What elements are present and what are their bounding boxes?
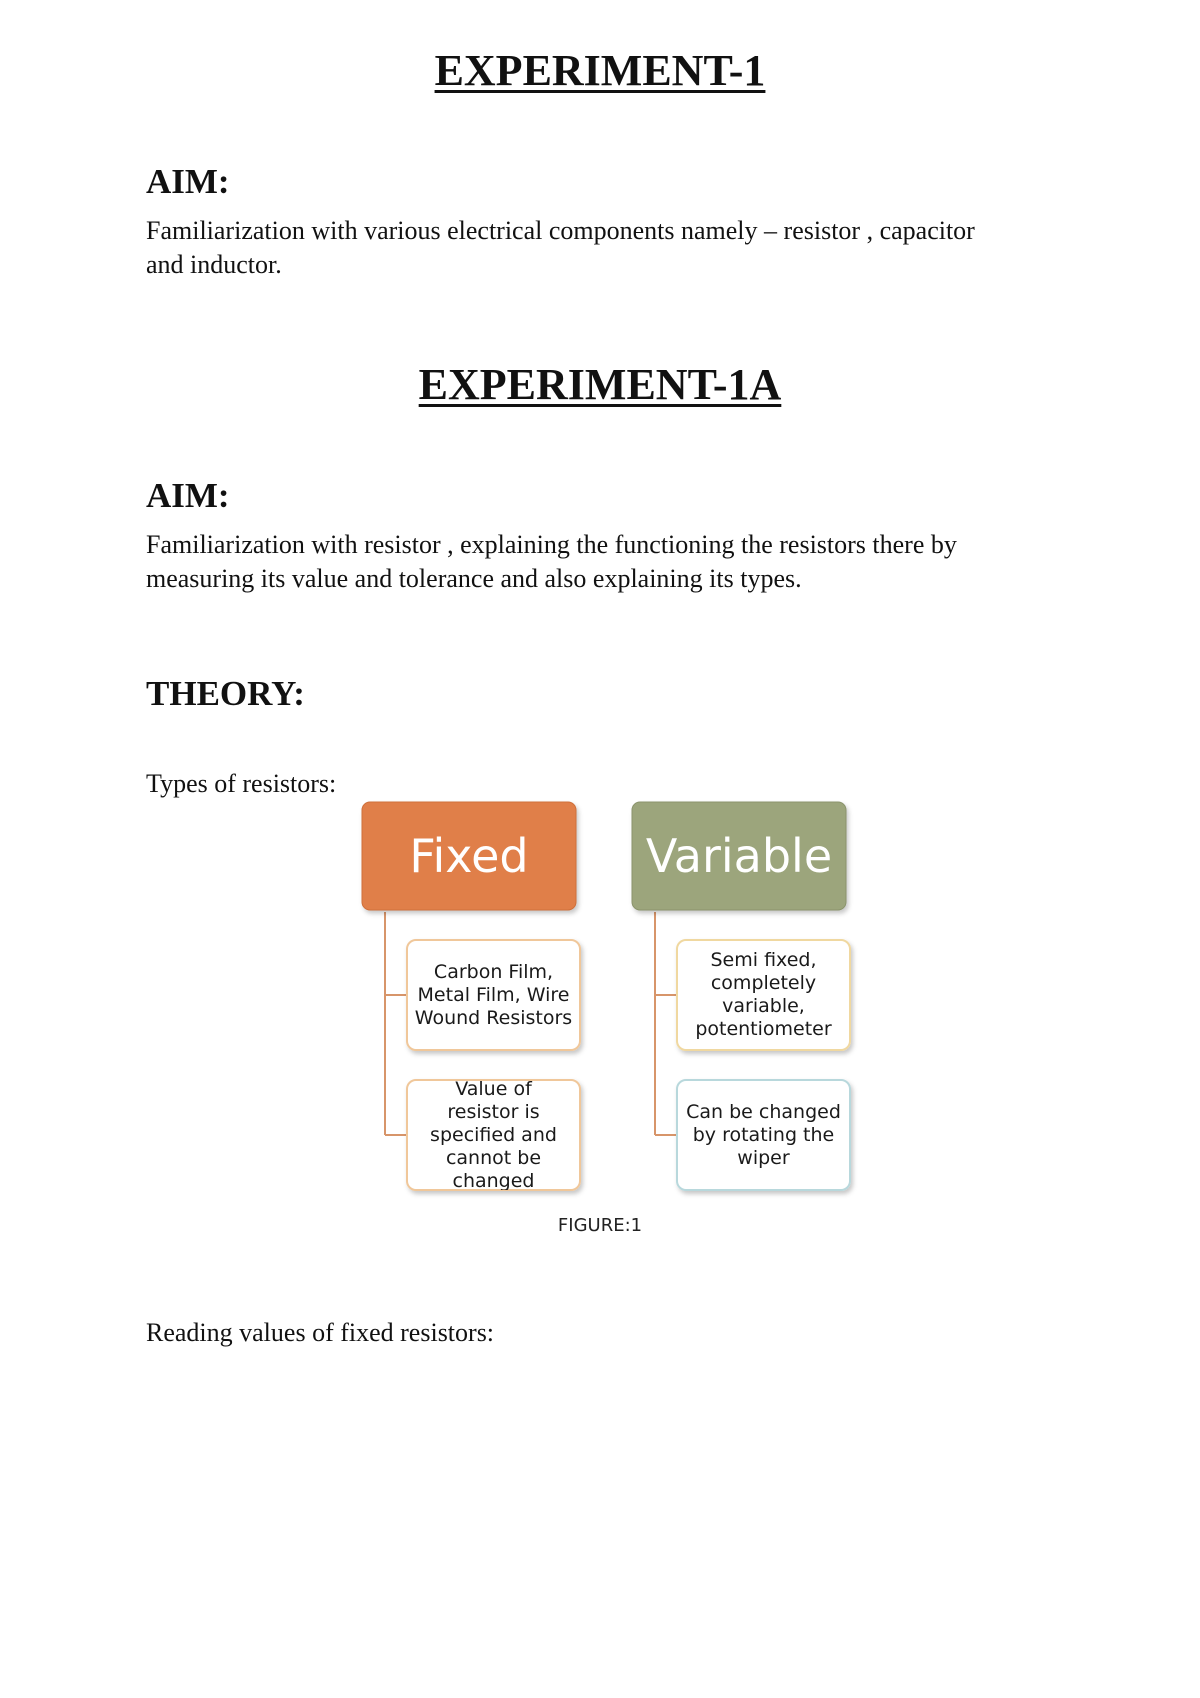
fixed-header-label: Fixed [409,829,529,883]
aim-text-1-line2: and inductor. [146,250,282,279]
fixed-header [362,802,576,910]
types-of-resistors-label: Types of resistors: [146,769,337,798]
experiment-1a-title [0,360,1200,410]
fixed-item-1 [407,940,580,1050]
variable-item-1 [677,940,850,1050]
fixed-item-2-text: Value of resistor is specified and cannot be changed [430,1080,557,1190]
theory-heading: THEORY: [146,674,305,713]
variable-item-2 [677,1080,850,1190]
variable-item-2-text: Can be changed by rotating the wiper [686,1100,841,1169]
variable-connectors [655,912,677,1135]
aim-text-1-line1: Familiarization with various electrical components namely – resistor , capacitor [146,216,975,245]
aim-text-1a-line2: measuring its value and tolerance and also explaining its types. [146,564,802,593]
experiment-1-title-text: EXPERIMENT-1 [434,46,766,95]
variable-header [632,802,846,910]
fixed-item-1-text: Carbon Film, Metal Film, Wire Wound Resistors [414,960,573,1029]
reading-values-label: Reading values of fixed resistors: [146,1318,495,1347]
experiment-1a-title-text: EXPERIMENT-1A [418,360,782,409]
experiment-1-title [0,46,1200,96]
figure-caption: FIGURE:1 [557,1215,643,1236]
variable-header-label: Variable [645,829,833,883]
resistor-types-diagram [355,800,865,1200]
fixed-item-2 [407,1080,580,1190]
aim-text-1a-line1: Familiarization with resistor , explaining the functioning the resistors there by [146,530,957,559]
aim-heading-1a: AIM: [146,476,230,515]
aim-heading-1: AIM: [146,162,230,201]
variable-item-1-text: Semi fixed, completely variable, potentiometer [695,949,832,1040]
fixed-connectors [385,912,407,1135]
